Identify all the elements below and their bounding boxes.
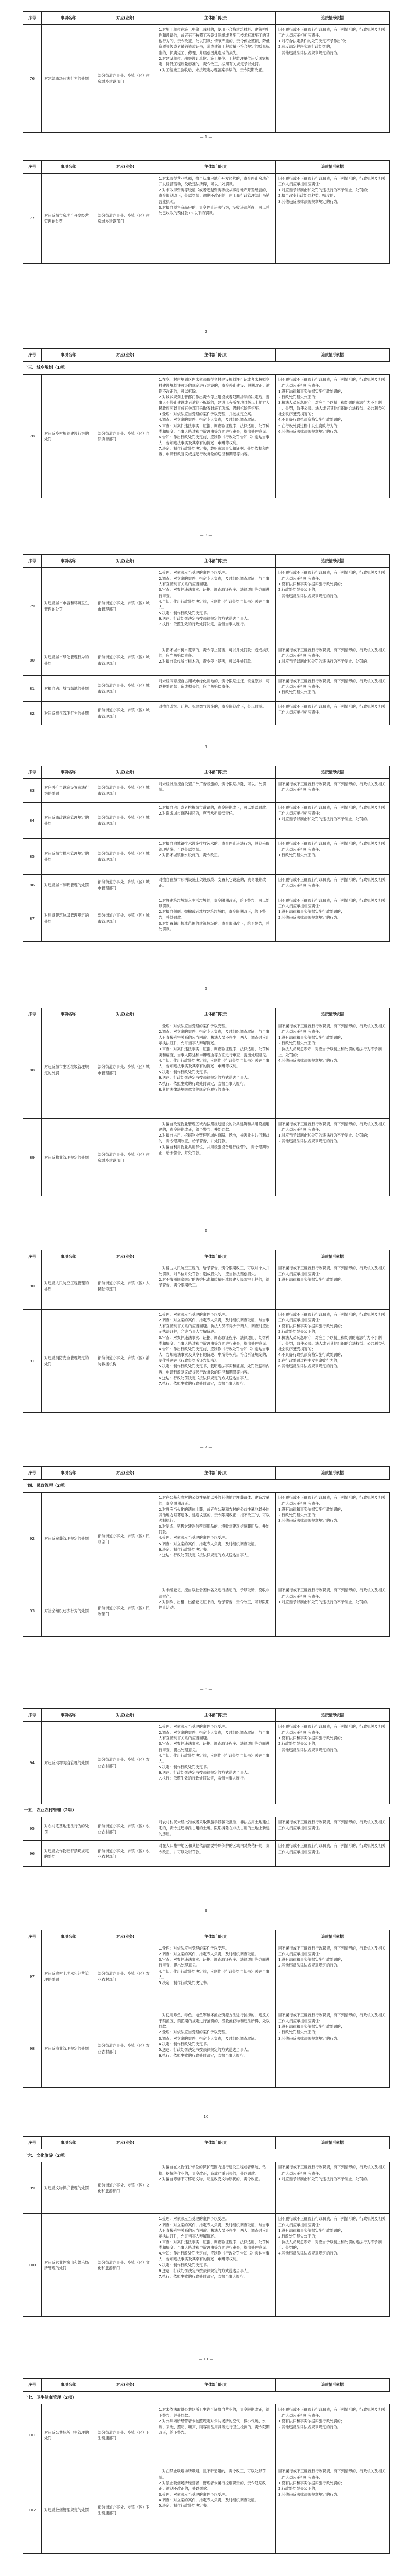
row-accountability: 因不履行或不正确履行行政职责，有下列情形的，行政机关及相关工作人员应承担相应责任： 1.没有法律和事实依据实施行政处罚的； 2.行政处罚显失公正的； 3.执法人员玩忽职守，对应当予以制止和处罚的违法行为不予制止、处罚的； 4.其他违反法律法规规章规定的行为。 <box>276 2214 390 2317</box>
row-accountability: 因不履行或不正确履行行政职责，有下列情形的，行政机关及相关工作人员应承担相应责任： 1.没有法律和事实依据实施行政处罚的； 2.行政处罚显失公正的； 3.其他违反法律法规规章规定的行为。 <box>276 2010 390 2088</box>
row-item: 对违反动物防疫管理的处罚 <box>42 1722 95 1804</box>
header-item: 事项名称 <box>42 12 95 25</box>
header-accountability: 追责情形依据 <box>276 12 390 25</box>
page-12 <box>0 2370 412 2576</box>
section-row <box>23 1480 390 1493</box>
row-dept: 部分街道办事处、乡镇（区）农业农村部门 <box>95 1943 156 2010</box>
header-dept: 对应(业务) <box>95 2137 156 2149</box>
header-item: 事项名称 <box>42 1467 95 1480</box>
row-duty: 1.对擅自改变物业管理区域内按照规划建设的公共建筑和共用设施用途的，责令限期改正，给予警告，并处罚款。 2.对擅自占用、挖掘物业管理区域内道路、场地，损害业主共同利益的，责令限期改正，给予警告，并处罚款。 3.对擅自利用物业共用部位、共用设施设备进行经营的，责令限期改正，给予警告，并处罚款。 <box>156 1119 276 1196</box>
header-accountability: 追责情形依据 <box>276 2379 390 2392</box>
header-dept: 对应(业务) <box>95 766 156 779</box>
page-number: — 4 — <box>200 744 212 749</box>
row-accountability: 因不履行或不正确履行行政职责，有下列情形的，行政机关及相关工作人员应承担相应责任： 1.对应当予以制止和处罚的违法行为不予制止、处罚的。 <box>276 1585 390 1637</box>
header-no: 序号 <box>23 2137 42 2149</box>
table-row <box>23 1817 390 1841</box>
row-accountability: 因不履行或不正确履行行政职责，有下列情形的，行政机关及相关工作人员应承担相应责任： 1.对应当予以制止和处罚的违法行为不予制止、处罚的； 2.其他违反法律法规规章规定的行为。 <box>276 1119 390 1196</box>
duty-table <box>23 2136 390 2317</box>
section-row <box>23 2149 390 2162</box>
table-row <box>23 1722 390 1804</box>
row-duty: 1.在乡、村庄规划区内未依法取得乡村建设规划许可证或者未按照乡村建设规划许可证的规定进行建设的，责令停止建设、限期改正；逾期不改正的，可以拆除。 2.对城乡规划主管部门作出责令停止建设或者限期拆除的决定后，当事人不停止建设或者逾期不拆除的，建设工程所在地县级以上地方人民政府可以责成有关部门采取查封施工现场、强制拆除等措施。 3.受理：对依法应当受理的案件予以受理，并按规定立案。 4.调查：对立案的案件，指定专人负责，及时组织调查取证。 5.审查：对案件违法事实、证据、调查取证程序、法律适用、处罚种类和幅度、当事人陈述和申辩理由等方面进行审查，提出处理意见。 6.告知：作出行政处罚决定前，应制作《行政处罚告知书》送达当事人，告知违法事实及其享有的陈述、申辩等权利。 7.决定：制作行政处罚决定书，载明违法事实和证据、处罚依据和内容、申请行政复议或提起行政诉讼的途径和期限等内容。 <box>156 375 276 498</box>
duty-table <box>23 1708 390 1867</box>
page-number: — 1 — <box>200 135 212 139</box>
row-dept: 部分街道办事处、乡镇（区）城市管理部门 <box>95 676 156 702</box>
row-no: 93 <box>23 1585 42 1637</box>
page-number: — 9 — <box>200 1909 212 1913</box>
page-2 <box>0 152 412 340</box>
page-number: — 3 — <box>200 533 212 537</box>
table-row <box>23 2466 390 2554</box>
page-number: — 8 — <box>200 1687 212 1691</box>
table-row <box>23 803 390 839</box>
table-row <box>23 1585 390 1637</box>
page-9 <box>0 1700 412 1922</box>
row-no: 98 <box>23 2010 42 2088</box>
page-1 <box>0 0 412 149</box>
section-title: 十六、文化旅游（2项） <box>23 2149 390 2162</box>
table-row <box>23 676 390 702</box>
row-dept: 部分街道办事处、乡镇（区）城市管理部门 <box>95 803 156 839</box>
duty-table <box>23 1930 390 2088</box>
row-dept: 部分街道办事处、乡镇（区）城市管理部门 <box>95 568 156 645</box>
row-duty: 1.对施工单位在施工中偷工减料的，使用不合格建筑材料、建筑构配件和设备的，或者有不按照工程设计图纸或者施工技术标准施工的其他行为的，责令改正，处以罚款；情节严重的，责令停业整顿，降低资质等级或者吊销资质证书；造成建筑工程质量不符合规定的质量标准的，负责返工、修理，并赔偿因此造成的损失。 2.对建设单位、勘察设计单位、施工单位、工程监理单位违反国家规定，降低工程质量标准的，责令改正，按照有关规定予以处罚。 3.对工程竣工验收后，未按规定办理备案手续的，责令限期改正。 <box>156 25 276 133</box>
row-duty: 1.受理：对依法应当受理的案件予以受理。 2.调查：对立案的案件，指定专人负责，及时组织调查取证，与当事人有直接利害关系的应当回避。执法人员不得少于两人，调查时应出示执法证件，允许当事人辩解陈述。 3.审查：对案件违法事实、证据、调查取证程序、法律适用、处罚种类和幅度、当事人陈述和申辩理由等方面进行审查，提出处理意见。 4.告知：作出行政处罚决定前，应制作《行政处罚告知书》送达当事人，告知违法事实及其享有的陈述、申辩等权利。符合听证规定的，制作并送达《行政处罚听证告知书》。 5.决定：制作行政处罚决定书，载明违法事实和证据、处罚依据和内容、申请行政复议或提起行政诉讼的途径和期限等内容。 6.送达：行政处罚决定书按法律规定的方式送达当事人。 7.执行：依照生效的行政处罚决定，监督当事人履行。 <box>156 1310 276 1413</box>
row-dept: 部分街道办事处、乡镇（区）消防救援机构 <box>95 1310 156 1413</box>
row-accountability: 因不履行或不正确履行行政职责，有下列情形的，行政机关及相关工作人员应承担相应责任： 1.没有法律和事实依据实施行政处罚的； 2.行政处罚显失公正的； 3.执法人员玩忽职守，对应当予以制止和处罚的违法行为不予制止、处罚，致使公民、法人或者其他组织的合法权益、公共利益和社会秩序遭受损害的； 4.不具备行政执法资格实施行政处罚的； 5.在行政处罚过程中发生腐败行为的； 6.其他违反法律法规规章规定的行为。 <box>276 1310 390 1413</box>
table-row <box>23 1493 390 1585</box>
duty-table <box>23 2378 390 2554</box>
duty-table <box>23 554 390 725</box>
row-no: 87 <box>23 895 42 942</box>
row-duty: 1.对损坏城市树木花草的，责令停止侵害，可以并处罚款；造成损失的，应当负赔偿责任。 2.对擅自砍伐城市树木的，责令停止侵害，可以并处罚款。 <box>156 645 276 676</box>
row-item: 对违反城市市容和环境卫生管理的处罚 <box>42 568 95 645</box>
table-row <box>23 2010 390 2088</box>
row-dept: 部分街道办事处、乡镇（区）民政部门 <box>95 1585 156 1637</box>
table-header-row <box>23 12 390 25</box>
page-11 <box>0 2128 412 2370</box>
row-dept: 部分街道办事处、乡镇（区）城市管理部门 <box>95 645 156 676</box>
row-dept: 部分街道办事处、乡镇（区）住房城乡建设部门 <box>95 174 156 264</box>
row-item: 对违反燃气管理行为的处罚 <box>42 702 95 725</box>
section-title: 十四、民政管理（2项） <box>23 1480 390 1493</box>
header-dept: 对应(业务) <box>95 1250 156 1263</box>
row-duty: 1.对擅自向城镇排水设施排放污水的，责令停止违法行为，限期采取治理措施，可以处以罚款。 2.对损坏城镇排水设施的，责令改正。 <box>156 839 276 875</box>
row-accountability: 因不履行或不正确履行行政职责，有下列情形的，行政机关及相关工作人员应承担相应责任： 1.没有法律和事实依据实施行政处罚的； 2.行政处罚显失公正的； 3.执法人员玩忽职守，对应当予以制止和处罚的违法行为不予制止、处罚的； 4.其他违反法律法规规章规定的行为。 <box>276 1021 390 1119</box>
header-no: 序号 <box>23 1250 42 1263</box>
row-accountability: 因不履行或不正确履行行政职责，有下列情形的，行政机关及相关工作人员应承担相应责任： 1.对应当予以制止和处罚的违法行为不予制止、处罚的； 2.擅自改变行政处罚种类、幅度的； 3.其他违反法律法规规章规定的行为。 <box>276 174 390 264</box>
table-row <box>23 174 390 264</box>
header-duty: 主体部门职责 <box>156 1250 276 1263</box>
page-7 <box>0 1242 412 1458</box>
row-dept: 部分街道办事处、乡镇（区）城市管理部门 <box>95 779 156 803</box>
header-duty: 主体部门职责 <box>156 161 276 174</box>
row-item: 对农村宅基地违法行为的处罚 <box>42 1817 95 1841</box>
row-item: 对社会组织违法行为的处罚 <box>42 1585 95 1637</box>
table-row <box>23 875 390 895</box>
row-no: 97 <box>23 1943 42 2010</box>
header-duty: 主体部门职责 <box>156 1709 276 1722</box>
header-accountability: 追责情形依据 <box>276 1467 390 1480</box>
row-item: 对违反殡葬管理规定的处罚 <box>42 1493 95 1585</box>
row-no: 82 <box>23 702 42 725</box>
section-title: 十三、城乡规划（1项） <box>23 362 390 375</box>
table-row <box>23 2162 390 2214</box>
row-accountability: 因不履行或不正确履行行政职责，有下列情形的，行政机关及相关工作人员应承担相应责任。 <box>276 875 390 895</box>
header-accountability: 追责情形依据 <box>276 349 390 362</box>
row-no: 81 <box>23 676 42 702</box>
row-item: 对违反营业性演出和娱乐场所管理的处罚 <box>42 2214 95 2317</box>
row-accountability: 因不履行或不正确履行行政职责，有下列情形的，行政机关及相关工作人员应承担相应责任： 1.对符合法定条件的处罚决定不予作出的； 2.违反法定程序实施行政处罚的； 3.其他违反法律法规规章规定的行为。 <box>276 25 390 133</box>
row-duty: 1.对未取得营业执照，擅自从事房地产开发经营的，责令停止房地产开发经营活动，没收违法所得，可以并处罚款。 2.对未取得资质等级证书或者超越资质等级从事房地产开发经营的，责令限期改正，处以罚款；逾期不改正的，由工商行政管理部门吊销营业执照。 3.对擅自预售商品房的，责令停止违法行为，没收违法所得，可以并处已收取的预付款1%以下的罚款。 <box>156 174 276 264</box>
row-duty: 对在人口集中地区和其他依法需要特殊保护的区域内焚烧秸秆的，责令改正，并可以处以罚款。 <box>156 1841 276 1867</box>
header-item: 事项名称 <box>42 1930 95 1943</box>
row-dept: 部分街道办事处、乡镇（区）卫生健康部门 <box>95 2404 156 2466</box>
row-dept: 部分街道办事处、乡镇（区）住房城乡建设部门 <box>95 1119 156 1196</box>
row-duty: 1.受理：对依法应当受理的案件予以受理。 2.调查：对立案的案件，指定专人负责，及时组织调查取证，与当事人有直接利害关系的应当回避。执法人员不得少于两人，调查时应出示执法证件，允许当事人辩解陈述。 3.审查：对案件违法事实、证据、调查取证程序、法律适用、处罚种类和幅度、当事人陈述和申辩理由等方面进行审查，提出处理意见。 4.告知：作出行政处罚决定前，应制作《行政处罚告知书》送达当事人，告知违法事实及其享有的陈述、申辩等权利。 5.决定：制作行政处罚决定书。 6.送达：行政处罚决定书按法律规定的方式送达当事人。 7.执行：依照生效的行政处罚决定，监督当事人履行。 <box>156 2214 276 2317</box>
header-dept: 对应(业务) <box>95 2379 156 2392</box>
duty-table <box>23 766 390 942</box>
row-no: 78 <box>23 375 42 498</box>
row-accountability: 因不履行或不正确履行行政职责，有下列情形的，行政机关及相关工作人员应承担相应责任： 1.没有法律和事实依据实施行政处罚的； 2.行政处罚显失公正的； 3.执法人员玩忽职守，对应当予以制止和处罚的违法行为不予制止、处罚，致使公民、法人或者其他组织的合法权益、公共利益和社会秩序遭受损害的； 4.不具备行政执法资格实施行政处罚的； 5.在行政处罚过程中发生腐败行为的； 6.其他违反法律法规规章规定的行为。 <box>276 375 390 498</box>
row-no: 101 <box>23 2404 42 2466</box>
table-row <box>23 1119 390 1196</box>
table-row <box>23 2214 390 2317</box>
row-item: 对建筑市场违法行为的处罚 <box>42 25 95 133</box>
row-duty: 对未经同意擅自占用城市绿化用地的，责令限期退还、恢复原状，可以并处罚款；造成损失的，应当负赔偿责任。 <box>156 676 276 702</box>
row-dept: 部分街道办事处、乡镇（区）卫生健康部门 <box>95 2466 156 2554</box>
row-accountability: 因不履行或不正确履行行政职责，有下列情形的，行政机关及相关工作人员应承担相应责任。 <box>276 779 390 803</box>
row-duty: 对未经批准擅自设置户外广告设施的，责令限期拆除，可以并处罚款。 <box>156 779 276 803</box>
row-item: 对违反市政设施管理规定的处罚 <box>42 803 95 839</box>
row-no: 100 <box>23 2214 42 2317</box>
section-row <box>23 2392 390 2404</box>
header-no: 序号 <box>23 1709 42 1722</box>
row-no: 85 <box>23 839 42 875</box>
table-row <box>23 779 390 803</box>
header-dept: 对应(业务) <box>95 1008 156 1021</box>
header-accountability: 追责情形依据 <box>276 555 390 568</box>
row-duty: 1.对将建筑垃圾混入生活垃圾的，责令限期改正，给予警告，可以处以罚款。 2.对擅自倾倒、抛撒或者堆放建筑垃圾的，责令限期改正，给予警告，并处罚款。 3.对处置超出核准范围的建筑垃圾的，责令限期改正，给予警告，并处罚款。 <box>156 895 276 942</box>
row-duty: 1.受理：对依法应当受理的案件予以受理。 2.调查：对立案的案件，指定专人负责，及时组织调查取证。 3.审查：对案件违法事实、证据、调查取证程序、法律适用等方面进行审查，提出处理意见。 4.告知：作出行政处罚决定前，应制作《行政处罚告知书》送达当事人。 5.决定：制作行政处罚决定书。 <box>156 1943 276 2010</box>
row-accountability: 因不履行或不正确履行行政职责，有下列情形的，行政机关及相关工作人员应承担相应责任： 1.没有法律和事实依据实施行政处罚的； 2.行政处罚显失公正的； 3.其他违反法律法规规章规定的行为。 <box>276 1493 390 1585</box>
row-dept: 部分街道办事处、乡镇（区）民政部门 <box>95 1493 156 1585</box>
row-item: 对户外广告设施设置违法行为的处罚 <box>42 779 95 803</box>
row-no: 95 <box>23 1817 42 1841</box>
row-item: 对违反城市生活垃圾管理规定的处罚 <box>42 1021 95 1119</box>
row-no: 102 <box>23 2466 42 2554</box>
header-no: 序号 <box>23 555 42 568</box>
row-duty: 对农村村民未经批准或者采取欺骗手段骗取批准，非法占用土地建住宅的，责令退还非法占用的土地，限期拆除在非法占用的土地上新建的房屋。 <box>156 1817 276 1841</box>
row-no: 77 <box>23 174 42 264</box>
header-duty: 主体部门职责 <box>156 1467 276 1480</box>
row-item: 对违反农村土地承包经营管理的处罚 <box>42 1943 95 2010</box>
header-dept: 对应(业务) <box>95 1709 156 1722</box>
row-no: 84 <box>23 803 42 839</box>
duty-table <box>23 348 390 498</box>
header-dept: 对应(业务) <box>95 161 156 174</box>
row-accountability: 因不履行或不正确履行行政职责，有下列情形的，行政机关及相关工作人员应承担相应责任： 1.没有法律和事实依据实施行政处罚的； 2.其他违反法律法规规章规定的行为。 <box>276 1943 390 2010</box>
page-number: — 2 — <box>200 330 212 334</box>
page-number: — 11 — <box>199 2357 213 2361</box>
row-item: 对违反农作物秸秆禁烧规定的处罚 <box>42 1841 95 1867</box>
row-accountability: 因不履行或不正确履行行政职责，有下列情形的，行政机关及相关工作人员应承担相应责任： 1.对应当予以制止和处罚的违法行为不予制止、处罚的。 <box>276 803 390 839</box>
row-duty: 1.受理：对依法应当受理的案件予以受理。 2.调查：对立案的案件，指定专人负责，及时组织调查取证，与当事人有直接利害关系的应当回避。 3.审查：对案件违法事实、证据、调查取证程序、法律适用等方面进行审查，提出处理意见。 4.告知：作出行政处罚决定前，应制作《行政处罚告知书》送达当事人。 5.决定：制作行政处罚决定书。 6.送达：行政处罚决定书按法律规定的方式送达当事人。 7.执行：依照生效的行政处罚决定，监督当事人履行。 <box>156 1722 276 1804</box>
header-accountability: 追责情形依据 <box>276 1008 390 1021</box>
row-dept: 部分街道办事处、乡镇（区）人民防空部门 <box>95 1263 156 1310</box>
row-item: 对违反城市排水管理规定的处罚 <box>42 839 95 875</box>
row-item: 对违反物业管理规定的处罚 <box>42 1119 95 1196</box>
duty-table <box>23 1466 390 1637</box>
row-dept: 部分街道办事处、乡镇（区）城市管理部门 <box>95 702 156 725</box>
row-dept: 部分街道办事处、乡镇（区）城市管理部门 <box>95 839 156 875</box>
section-title: 十七、卫生健康管理（2项） <box>23 2392 390 2404</box>
row-no: 86 <box>23 875 42 895</box>
table-row <box>23 702 390 725</box>
header-no: 序号 <box>23 12 42 25</box>
duty-table <box>23 1250 390 1413</box>
row-no: 90 <box>23 1263 42 1310</box>
row-item: 对违反公共场所卫生管理的处罚 <box>42 2404 95 2466</box>
header-duty: 主体部门职责 <box>156 555 276 568</box>
row-accountability: 因不履行或不正确履行行政职责，有下列情形的，行政机关及相关工作人员应承担相应责任： 1.对应当予以制止和处罚的违法行为不予制止、处罚的。 <box>276 2162 390 2214</box>
row-accountability: 因不履行或不正确履行行政职责，有下列情形的，行政机关及相关工作人员应承担相应责任： 1.对应当予以制止和处罚的违法行为不予制止、处罚的。 <box>276 645 390 676</box>
header-duty: 主体部门职责 <box>156 1008 276 1021</box>
section-row <box>23 362 390 375</box>
table-row <box>23 375 390 498</box>
header-item: 事项名称 <box>42 766 95 779</box>
row-accountability: 因不履行或不正确履行行政职责，有下列情形的，行政机关及相关工作人员应承担相应责任： 1.没有法律和事实依据实施行政处罚的； 2.其他违反法律法规规章规定的行为。 <box>276 895 390 942</box>
row-no: 96 <box>23 1841 42 1867</box>
row-no: 99 <box>23 2162 42 2214</box>
header-no: 序号 <box>23 766 42 779</box>
row-accountability: 因不履行或不正确履行行政职责，有下列情形的，行政机关及相关工作人员应承担相应责任： 1.没有法律和事实依据实施行政处罚的； 2.行政处罚显失公正的； 3.其他违反法律法规规章规定的行为。 <box>276 1722 390 1804</box>
header-dept: 对应(业务) <box>95 1467 156 1480</box>
header-no: 序号 <box>23 2379 42 2392</box>
duty-table <box>23 11 390 133</box>
page-number: — 5 — <box>200 987 212 991</box>
row-duty: 1.对未经登记，擅自以社会团体名义进行活动的，予以取缔，没收非法财产。 2.对涂改、出租、出借登记证书的，给予警告，责令改正，可以限期停止活动。 <box>156 1585 276 1637</box>
row-accountability: 因不履行或不正确履行行政职责，有下列情形的，行政机关及相关工作人员应承担相应责任： 1.没有法律和事实依据实施行政处罚的。 <box>276 1263 390 1310</box>
header-accountability: 追责情形依据 <box>276 161 390 174</box>
table-row <box>23 645 390 676</box>
duty-table <box>23 160 390 264</box>
row-accountability: 因不履行或不正确履行行政职责，有下列情形的，行政机关及相关工作人员应承担相应责任： 1.行政处罚显失公正的。 <box>276 839 390 875</box>
header-duty: 主体部门职责 <box>156 2379 276 2392</box>
header-accountability: 追责情形依据 <box>276 2137 390 2149</box>
row-item: 对违反渔业管理规定的处罚 <box>42 2010 95 2088</box>
row-no: 89 <box>23 1119 42 1196</box>
page-8 <box>0 1458 412 1700</box>
row-accountability: 因不履行或不正确履行行政职责，有下列情形的，行政机关及相关工作人员应承担相应责任。 <box>276 1841 390 1867</box>
page-number: — 7 — <box>200 1445 212 1449</box>
row-accountability: 因不履行或不正确履行行政职责，有下列情形的，行政机关及相关工作人员应承担相应责任。 <box>276 702 390 725</box>
table-row <box>23 895 390 942</box>
row-dept: 部分街道办事处、乡镇（区）农业农村部门 <box>95 1722 156 1804</box>
duty-table <box>23 1008 390 1196</box>
header-no: 序号 <box>23 1930 42 1943</box>
header-no: 序号 <box>23 1467 42 1480</box>
row-no: 94 <box>23 1722 42 1804</box>
section-row <box>23 1804 390 1817</box>
header-item: 事项名称 <box>42 1250 95 1263</box>
page-number: — 6 — <box>200 1229 212 1233</box>
row-item: 对违反城市绿化管理行为的处罚 <box>42 645 95 676</box>
row-no: 79 <box>23 568 42 645</box>
header-no: 序号 <box>23 1008 42 1021</box>
table-row <box>23 1841 390 1867</box>
row-duty: 1.对在禁止吸烟场所吸烟，且不听劝阻的，责令改正，可以处以罚款。 2.对禁止吸烟场所经营者、管理者未履行控烟职责的，责令限期改正；逾期不改正的，处以罚款。 3.受理：对依法应当受理的案件予以受理。 4.调查：对立案的案件，指定专人负责，及时组织调查取证。 5.决定：制作行政处罚决定书。 <box>156 2466 276 2554</box>
row-item: 对违反控烟管理规定的处罚 <box>42 2466 95 2554</box>
row-duty: 1.对在公墓和农村的公益性墓地以外的其他地方埋葬遗体、建造坟墓的，责令限期改正。 2.对将应当火化的遗体土葬，或者在公墓和农村的公益性墓地以外的其他地方埋葬遗体、建造坟墓的，责令限期改正；拒不改正的，可以强制执行。 3.对制造、销售封建迷信殡葬用品的，没收封建迷信殡葬用品，并处罚款。 4.受理：对依法应当受理的案件予以受理。 5.调查：对立案的案件，指定专人负责，及时组织调查取证。 6.决定：制作行政处罚决定书。 7.送达：行政处罚决定书按法律规定的方式送达当事人。 <box>156 1493 276 1585</box>
header-dept: 对应(业务) <box>95 1930 156 1943</box>
page-6 <box>0 999 412 1242</box>
row-duty: 1.对使用炸鱼、毒鱼、电鱼等破坏渔业资源方法进行捕捞的，违反关于禁渔区、禁渔期的规定进行捕捞的，没收渔获物和违法所得，处以罚款。 2.受理：对依法应当受理的案件予以受理。 3.调查：对立案的案件，指定专人负责，及时组织调查取证。 4.决定：制作行政处罚决定书。 5.送达：行政处罚决定书按法律规定的方式送达当事人。 6.执行：依照生效的行政处罚决定，监督当事人履行。 <box>156 2010 276 2088</box>
header-accountability: 追责情形依据 <box>276 1930 390 1943</box>
header-item: 事项名称 <box>42 1709 95 1722</box>
row-item: 对擅自占用城市绿地的处罚 <box>42 676 95 702</box>
row-duty: 对擅自改装、迁移、拆除燃气设施的，责令限期改正，处以罚款。 <box>156 702 276 725</box>
row-duty: 1.受理：对依法应当受理的案件予以受理。 2.调查：对立案的案件，指定专人负责，及时组织调查取证，与当事人有直接利害关系的应当回避。执法人员不得少于两人，调查时应出示执法证件，允许当事人辩解陈述。 3.审查：对案件违法事实、证据、调查取证程序、法律适用、处罚种类和幅度、当事人陈述和申辩理由等方面进行审查，提出处理意见。 4.告知：作出行政处罚决定前，应制作《行政处罚告知书》送达当事人，告知违法事实及其享有的陈述、申辩等权利。 5.决定：制作行政处罚决定书。 6.送达：行政处罚决定书按法律规定的方式送达当事人。 7.执行：依照生效的行政处罚决定，监督当事人履行。 8.其他法律法规规章文件规定应履行的责任。 <box>156 1021 276 1119</box>
row-item: 对违反乡村规划建设行为的处罚 <box>42 375 95 498</box>
row-no: 88 <box>23 1021 42 1119</box>
header-accountability: 追责情形依据 <box>276 766 390 779</box>
section-title: 十五、农业农村管理（2项） <box>23 1804 390 1817</box>
row-dept: 部分街道办事处、乡镇（区）文化和旅游部门 <box>95 2162 156 2214</box>
page-4 <box>0 546 412 757</box>
page-5 <box>0 757 412 999</box>
row-dept: 部分街道办事处、乡镇（区）城市管理部门 <box>95 1021 156 1119</box>
header-accountability: 追责情形依据 <box>276 1709 390 1722</box>
row-accountability: 因不履行或不正确履行行政职责，有下列情形的，行政机关及相关工作人员应承担相应责任： 1.没有法律和事实依据实施行政处罚的； 2.其他违反法律法规规章规定的行为。 <box>276 2404 390 2466</box>
header-duty: 主体部门职责 <box>156 766 276 779</box>
row-no: 92 <box>23 1493 42 1585</box>
table-row <box>23 1021 390 1119</box>
row-accountability: 因不履行或不正确履行行政职责，有下列情形的，行政机关及相关工作人员应承担相应责任。 <box>276 1817 390 1841</box>
row-duty: 1.受理：对依法应当受理的案件予以受理。 2.调查：对立案的案件，指定专人负责，及时组织调查取证，与当事人有直接利害关系的应当回避。 3.审查：对案件违法事实、证据、调查取证程序、法律适用等方面进行审查。 4.告知：作出行政处罚决定前，应制作《行政处罚告知书》送达当事人。 5.决定：制作行政处罚决定书。 6.送达：行政处罚决定书按法律规定的方式送达当事人。 7.执行：依照生效的行政处罚决定，监督当事人履行。 <box>156 568 276 645</box>
row-duty: 1.对未依法取得公共场所卫生许可证擅自营业的，责令限期改正，给予警告，并处罚款。 2.对公共场所经营者未按照规定对公共场所的空气、微小气候、水质、采光、照明、噪声、顾客用品用具等进行卫生检测的，责令限期改正，给予警告。 <box>156 2404 276 2466</box>
row-item: 对违反文物保护管理的处罚 <box>42 2162 95 2214</box>
table-row <box>23 1943 390 2010</box>
row-no: 80 <box>23 645 42 676</box>
header-dept: 对应(业务) <box>95 349 156 362</box>
row-dept: 部分街道办事处、乡镇（区）农业农村部门 <box>95 1841 156 1867</box>
header-dept: 对应(业务) <box>95 555 156 568</box>
header-no: 序号 <box>23 349 42 362</box>
table-row <box>23 2404 390 2466</box>
row-dept: 部分街道办事处、乡镇（区）农业农村部门 <box>95 1817 156 1841</box>
row-duty: 1.对擅自占用或者挖掘城市道路的，责令限期改正，可以处以罚款。 2.对造成城市道路损坏的，应当承担赔偿责任。 <box>156 803 276 839</box>
row-item: 对违反人民防空工程管理的处罚 <box>42 1263 95 1310</box>
row-dept: 部分街道办事处、乡镇（区）文化和旅游部门 <box>95 2214 156 2317</box>
table-row <box>23 1263 390 1310</box>
row-dept: 部分街道办事处、乡镇（区）城市管理部门 <box>95 895 156 942</box>
page-number: — 10 — <box>199 2115 213 2119</box>
row-dept: 部分街道办事处、乡镇（区）自然资源部门 <box>95 375 156 498</box>
page-10 <box>0 1922 412 2128</box>
row-accountability: 因不履行或不正确履行行政职责，有下列情形的，行政机关及相关工作人员应承担相应责任： 1.没有法律和事实依据实施行政处罚的； 2.行政处罚显失公正的； 3.其他违反法律法规规章规定的行为。 <box>276 568 390 645</box>
header-duty: 主体部门职责 <box>156 2137 276 2149</box>
row-no: 76 <box>23 25 42 133</box>
header-item: 事项名称 <box>42 161 95 174</box>
row-duty: 对擅自在城市照明设施上架设线缆、安置其它设施的，责令限期改正。 <box>156 875 276 895</box>
row-accountability: 因不履行或不正确履行行政职责，有下列情形的，行政机关及相关工作人员应承担相应责任： 1.没有法律和事实依据实施行政处罚的； 2.行政处罚显失公正的； 3.其他违反法律法规规章规定的行为。 <box>276 2466 390 2554</box>
header-duty: 主体部门职责 <box>156 349 276 362</box>
header-item: 事项名称 <box>42 1008 95 1021</box>
header-no: 序号 <box>23 161 42 174</box>
row-no: 91 <box>23 1310 42 1413</box>
header-duty: 主体部门职责 <box>156 12 276 25</box>
row-item: 对违反城市房地产开发经营管理的处罚 <box>42 174 95 264</box>
header-item: 事项名称 <box>42 349 95 362</box>
header-dept: 对应(业务) <box>95 12 156 25</box>
header-item: 事项名称 <box>42 555 95 568</box>
row-dept: 部分街道办事处、乡镇（区）农业农村部门 <box>95 2010 156 2088</box>
table-row <box>23 568 390 645</box>
row-duty: 1.对侵占人民防空工程的，给予警告，责令限期改正，可以对个人并处罚款，对单位并处罚款；造成损失的，应当依法赔偿损失。 2.对不按照国家规定的防护标准和质量标准修建人民防空工程的，给予警告，责令限期改正。 <box>156 1263 276 1310</box>
table-row <box>23 25 390 133</box>
row-dept: 部分街道办事处、乡镇（区）城市管理部门 <box>95 875 156 895</box>
table-row <box>23 1310 390 1413</box>
page-3 <box>0 340 412 546</box>
header-duty: 主体部门职责 <box>156 1930 276 1943</box>
row-dept: 部分街道办事处、乡镇（区）住房城乡建设部门 <box>95 25 156 133</box>
row-no: 83 <box>23 779 42 803</box>
table-row <box>23 839 390 875</box>
row-item: 对违反建筑垃圾管理规定的处罚 <box>42 895 95 942</box>
header-item: 事项名称 <box>42 2137 95 2149</box>
header-item: 事项名称 <box>42 2379 95 2392</box>
row-item: 对违反城市照明管理的处罚 <box>42 875 95 895</box>
header-accountability: 追责情形依据 <box>276 1250 390 1263</box>
row-duty: 1.对擅自在文物保护单位的保护范围内进行建设工程或者爆破、钻探、挖掘等作业的，责令改正，造成严重后果的，处以罚款。 2.对擅自修缮不可移动文物，明显改变文物原状的，责令改正。 <box>156 2162 276 2214</box>
row-accountability: 因不履行或不正确履行行政职责，有下列情形的，行政机关及相关工作人员应承担相应责任： 1.行政处罚显失公正的。 <box>276 676 390 702</box>
row-item: 对违反消防安全管理规定的处罚 <box>42 1310 95 1413</box>
